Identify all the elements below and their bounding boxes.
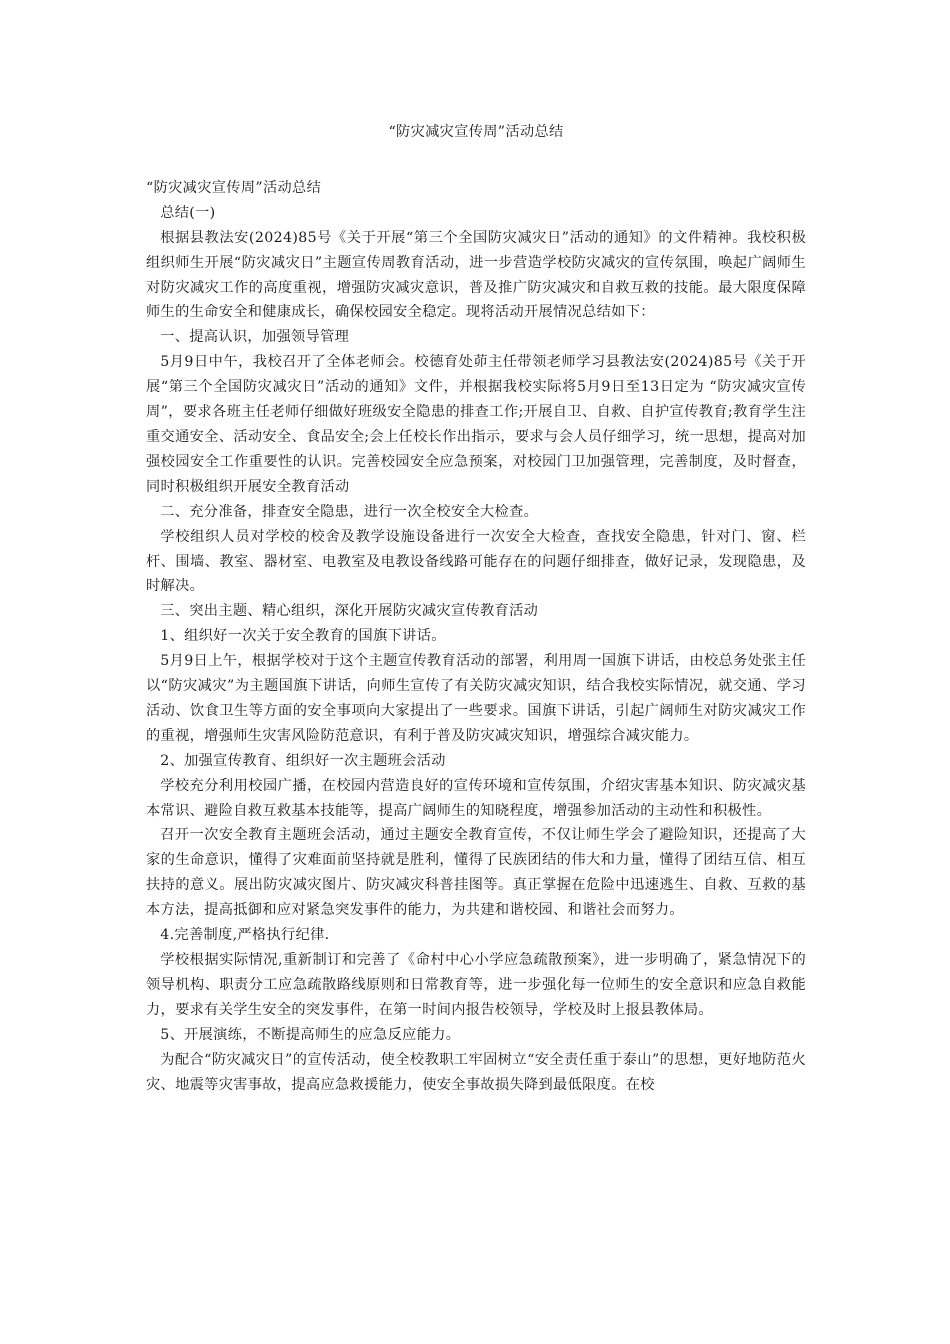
section-heading-2: 二、充分准备，排查安全隐患，进行一次全校安全大检查。 <box>160 503 539 520</box>
body-paragraph: 为配合“防灾减灾日”的宣传活动，使全校教职工牢固树立“安全责任重于泰山”的思想，更好地防范火灾、地震等灾害事故，提高应急救援能力，使安全事故损失降到最低限度。在校 <box>146 1051 806 1093</box>
body-paragraph: 5月9日中午，我校召开了全体老师会。校德育处茆主任带领老师学习县教法安(2024)85号《关于开展“第三个全国防灾减灾日”活动的通知》文件，并根据我校实际将5月9日至13日定为 “防灾减灾宣传周”，要求各班主任老师仔细做好班级安全隐患的排查工作;开展自卫、自救、自护宣传教育;教育学生注重交通安全、活动安全、食品安全;会上任校长作出指示，要求与会人员仔细学习，统一思想，提高对加强校园安全工作重要性的认识。完善校园安全应急预案，对校园门卫加强管理，完善制度，及时督查，同时积极组织开展安全教育活动 <box>146 354 806 495</box>
document-title: “防灾减灾宣传周”活动总结 <box>388 124 564 140</box>
body-paragraph: 召开一次安全教育主题班会活动，通过主题安全教育宣传，不仅让师生学会了避险知识，还提高了大家的生命意识，懂得了灾难面前坚持就是胜利，懂得了民族团结的伟大和力量，懂得了团结互信、相互扶持的意义。展出防灾减灾图片、防灾减灾科普挂图等。真正掌握在危险中迅速逃生、自救、互救的基本方法，提高抵御和应对紧急突发事件的能力，为共建和谐校园、和谐社会而努力。 <box>146 827 806 919</box>
section-heading-1: 一、提高认识，加强领导管理 <box>160 329 350 346</box>
subsection-heading-2: 2、加强宣传教育、组织好一次主题班会活动 <box>160 752 446 769</box>
subheading-title: “防灾减灾宣传周”活动总结 <box>146 179 322 196</box>
subsection-heading-1: 1、组织好一次关于安全教育的国旗下讲话。 <box>160 628 446 645</box>
body-paragraph: 5月9日上午，根据学校对于这个主题宣传教育活动的部署，利用周一国旗下讲话，由校总务处张主任以“防灾减灾”为主题国旗下讲话，向师生宣传了有关防灾减灾知识，结合我校实际情况，就交通、学习活动、饮食卫生等方面的安全事项向大家提出了一些要求。国旗下讲话，引起广阔师生对防灾减灾工作的重视，增强师生灾害风险防范意识，有利于普及防灾减灾知识，增强综合减灾能力。 <box>146 653 806 744</box>
subsection-heading-5: 5、开展演练，不断提高师生的应急反应能力。 <box>160 1026 461 1043</box>
body-paragraph: 学校充分利用校园广播，在校园内营造良好的宣传环境和宣传氛围，介绍灾害基本知识、防灾减灾基本常识、避险自救互救基本技能等，提高广阔师生的知晓程度，增强参加活动的主动性和积极性。 <box>146 777 806 819</box>
intro-paragraph: 根据县教法安(2024)85号《关于开展“第三个全国防灾减灾日”活动的通知》的文件精神。我校积极组织师生开展“防灾减灾日”主题宣传周教育活动，进一步营造学校防灾减灾的宣传氛围，唤起广阔师生对防灾减灾工作的高度重视，增强防灾减灾意识，普及推广防灾减灾和自救互救的技能。最大限度保障师生的生命安全和健康成长，确保校园安全稳定。现将活动开展情况总结如下： <box>146 229 806 321</box>
body-paragraph: 学校根据实际情况,重新制订和完善了《命村中心小学应急疏散预案》，进一步明确了，紧急情况下的领导机构、职责分工应急疏散路线原则和日常教育等，进一步强化每一位师生的安全意识和应急自救能力，要求有关学生安全的突发事件，在第一时间内报告校领导，学校及时上报县教体局。 <box>146 952 806 1018</box>
document-page <box>146 120 806 1097</box>
section-label-summary-1: 总结(一) <box>160 204 216 221</box>
body-paragraph: 学校组织人员对学校的校舍及教学设施设备进行一次安全大检查，查找安全隐患，针对门、窗、栏杆、围墙、教室、器材室、电教室及电教设备线路可能存在的问题仔细排查，做好记录，发现隐患，及时解决。 <box>146 528 806 595</box>
subsection-heading-4: 4.完善制度,严格执行纪律. <box>160 927 330 944</box>
section-heading-3: 三、突出主题、精心组织，深化开展防灾减灾宣传教育活动 <box>160 603 539 620</box>
